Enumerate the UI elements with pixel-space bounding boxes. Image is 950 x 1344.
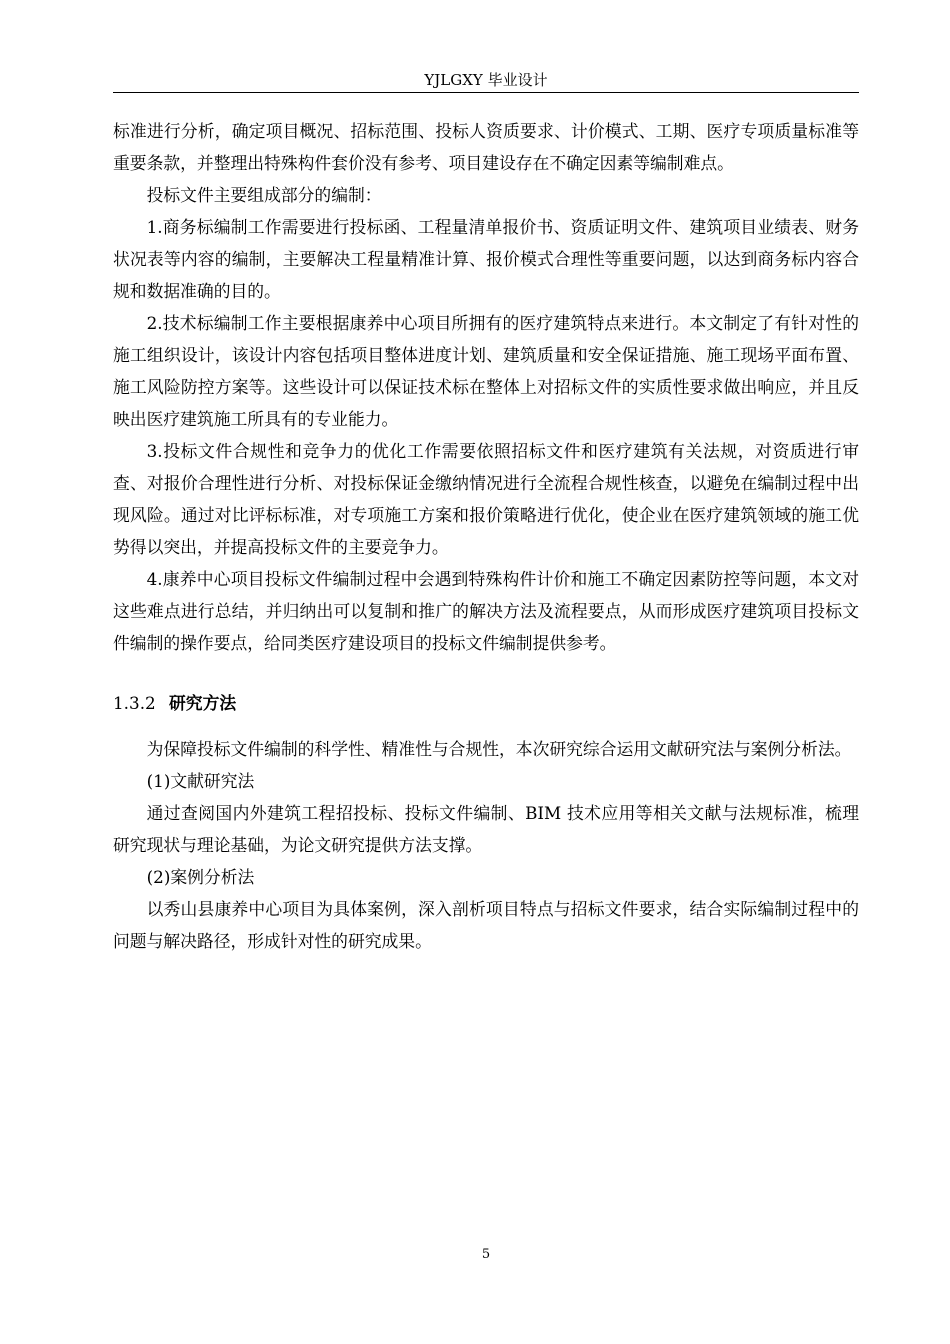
header-rule (113, 92, 859, 93)
paragraph-intro: 标准进行分析，确定项目概况、招标范围、投标人资质要求、计价模式、工期、医疗专项质量标准等重要条款，并整理出特殊构件套价没有参考、项目建设存在不确定因素等编制难点。 (113, 121, 859, 173)
paragraph-case: 以秀山县康养中心项目为具体案例，深入剖析项目特点与招标文件要求，结合实际编制过程中的问题与解决路径，形成针对性的研究成果。 (113, 899, 859, 951)
subheading-case: (2)案例分析法 (146, 867, 255, 887)
page-header: YJLGXY 毕业设计 (424, 71, 548, 89)
paragraph-method-intro: 为保障投标文件编制的科学性、精准性与合规性，本次研究综合运用文献研究法与案例分析法。 (146, 739, 852, 759)
paragraph-item-2: 2.技术标编制工作主要根据康养中心项目所拥有的医疗建筑特点来进行。本文制定了有针对性的施工组织设计，该设计内容包括项目整体进度计划、建筑质量和安全保证措施、施工现场平面布置、施工风险防控方案等。这些设计可以保证技术标在整体上对招标文件的实质性要求做出响应，并且反映出医疗建筑施工所具有的专业能力。 (113, 313, 859, 429)
section-number: 1.3.2 (113, 693, 156, 713)
document-body (113, 115, 859, 957)
paragraph-item-1: 1.商务标编制工作需要进行投标函、工程量清单报价书、资质证明文件、建筑项目业绩表、财务状况表等内容的编制，主要解决工程量精准计算、报价模式合理性等重要问题，以达到商务标内容合规和数据准确的目的。 (113, 217, 859, 301)
paragraph-literature: 通过查阅国内外建筑工程招投标、投标文件编制、BIM 技术应用等相关文献与法规标准，梳理研究现状与理论基础，为论文研究提供方法支撑。 (113, 803, 859, 855)
page-number: 5 (481, 1247, 491, 1262)
paragraph-main-parts: 投标文件主要组成部分的编制： (146, 185, 382, 205)
paragraph-item-4: 4.康养中心项目投标文件编制过程中会遇到特殊构件计价和施工不确定因素防控等问题，本文对这些难点进行总结，并归纳出可以复制和推广的解决方法及流程要点，从而形成医疗建筑项目投标文件编制的操作要点，给同类医疗建设项目的投标文件编制提供参考。 (113, 569, 859, 653)
paragraph-item-3: 3.投标文件合规性和竞争力的优化工作需要依照招标文件和医疗建筑有关法规，对资质进行审查、对报价合理性进行分析、对投标保证金缴纳情况进行全流程合规性核查，以避免在编制过程中出现风险。通过对比评标标准，对专项施工方案和报价策略进行优化，使企业在医疗建筑领域的施工优势得以突出，并提高投标文件的主要竞争力。 (113, 441, 859, 557)
section-title: 研究方法 (169, 693, 237, 713)
subheading-literature: (1)文献研究法 (146, 771, 255, 791)
section-heading (113, 687, 859, 719)
